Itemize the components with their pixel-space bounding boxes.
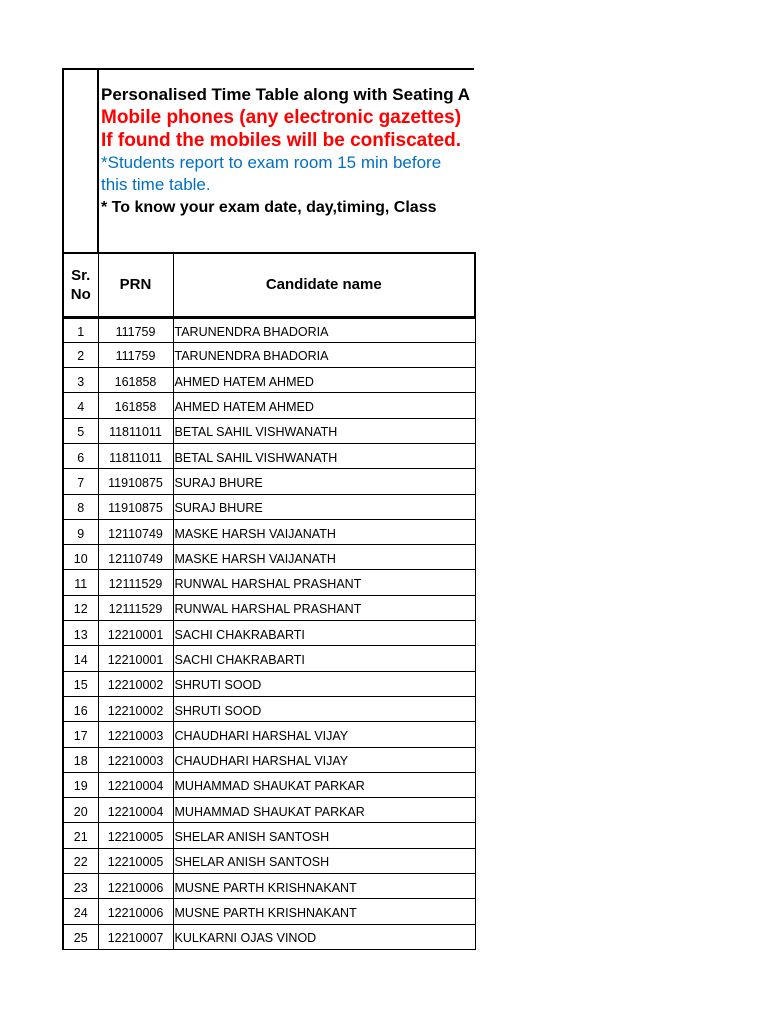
cell-prn: 111759 [98,342,173,367]
cell-candidate-name: CHAUDHARI HARSHAL VIJAY [173,747,475,772]
cell-prn: 11910875 [98,494,173,519]
cell-candidate-name: MUSNE PARTH KRISHNAKANT [173,874,475,899]
cell-prn: 12210006 [98,874,173,899]
page-title: Personalised Time Table along with Seating A [101,85,471,104]
cell-sr-no: 15 [63,671,98,696]
table-row [63,671,475,696]
cell-candidate-name: AHMED HATEM AHMED [173,393,475,418]
table-body [63,317,475,949]
cell-prn: 12210004 [98,798,173,823]
column-header-prn: PRN [98,253,173,317]
cell-sr-no: 18 [63,747,98,772]
cell-prn: 12210001 [98,646,173,671]
cell-sr-no: 1 [63,317,98,342]
cell-candidate-name: SHELAR ANISH SANTOSH [173,848,475,873]
cell-candidate-name: SURAJ BHURE [173,469,475,494]
cell-candidate-name: RUNWAL HARSHAL PRASHANT [173,595,475,620]
candidate-table [62,252,476,950]
table-row [63,696,475,721]
cell-sr-no: 21 [63,823,98,848]
cell-prn: 12210002 [98,696,173,721]
header-left-cell [64,70,99,254]
report-note-line1: *Students report to exam room 15 min before [101,153,442,172]
cell-candidate-name: MASKE HARSH VAIJANATH [173,545,475,570]
cell-candidate-name: SHELAR ANISH SANTOSH [173,823,475,848]
table-row [63,874,475,899]
cell-candidate-name: BETAL SAHIL VISHWANATH [173,443,475,468]
table-row [63,924,475,949]
cell-candidate-name: SACHI CHAKRABARTI [173,621,475,646]
table-row [63,798,475,823]
table-row [63,722,475,747]
cell-sr-no: 22 [63,848,98,873]
table-row [63,494,475,519]
table-row [63,772,475,797]
cell-prn: 12210001 [98,621,173,646]
cell-sr-no: 17 [63,722,98,747]
cell-candidate-name: SHRUTI SOOD [173,696,475,721]
table-row [63,317,475,342]
cell-candidate-name: MUSNE PARTH KRISHNAKANT [173,899,475,924]
cell-candidate-name: SURAJ BHURE [173,494,475,519]
table-row [63,519,475,544]
cell-candidate-name: BETAL SAHIL VISHWANATH [173,418,475,443]
table-row [63,342,475,367]
cell-sr-no: 5 [63,418,98,443]
cell-prn: 12210007 [98,924,173,949]
table-row [63,621,475,646]
cell-sr-no: 16 [63,696,98,721]
exam-info-note: * To know your exam date, day,timing, Class [101,199,437,216]
column-header-sr-no: Sr. No [63,253,98,317]
table-row [63,848,475,873]
table-row [63,368,475,393]
cell-prn: 161858 [98,393,173,418]
table-row [63,646,475,671]
cell-prn: 12111529 [98,570,173,595]
cell-prn: 12210003 [98,722,173,747]
cell-candidate-name: MASKE HARSH VAIJANATH [173,519,475,544]
cell-sr-no: 3 [63,368,98,393]
cell-candidate-name: MUHAMMAD SHAUKAT PARKAR [173,798,475,823]
table-row [63,899,475,924]
cell-prn: 12110749 [98,519,173,544]
cell-prn: 161858 [98,368,173,393]
cell-sr-no: 11 [63,570,98,595]
cell-prn: 11811011 [98,443,173,468]
table-row [63,469,475,494]
cell-sr-no: 13 [63,621,98,646]
table-header-row [63,253,475,317]
cell-candidate-name: RUNWAL HARSHAL PRASHANT [173,570,475,595]
cell-sr-no: 4 [63,393,98,418]
cell-prn: 11910875 [98,469,173,494]
cell-sr-no: 19 [63,772,98,797]
cell-prn: 12110749 [98,545,173,570]
table-row [63,393,475,418]
header-text [101,84,476,219]
cell-sr-no: 24 [63,899,98,924]
cell-candidate-name: TARUNENDRA BHADORIA [173,342,475,367]
cell-candidate-name: SACHI CHAKRABARTI [173,646,475,671]
mobile-warning: Mobile phones (any electronic gazettes) [101,107,462,128]
cell-prn: 11811011 [98,418,173,443]
cell-sr-no: 14 [63,646,98,671]
cell-candidate-name: CHAUDHARI HARSHAL VIJAY [173,722,475,747]
table-row [63,595,475,620]
cell-prn: 12210006 [98,899,173,924]
cell-prn: 12111529 [98,595,173,620]
table-row [63,418,475,443]
cell-candidate-name: AHMED HATEM AHMED [173,368,475,393]
header-block [62,68,474,254]
cell-sr-no: 6 [63,443,98,468]
cell-sr-no: 12 [63,595,98,620]
cell-sr-no: 9 [63,519,98,544]
cell-prn: 12210002 [98,671,173,696]
table-row [63,545,475,570]
table-row [63,570,475,595]
cell-prn: 111759 [98,317,173,342]
cell-sr-no: 20 [63,798,98,823]
report-note-line2: this time table. [101,175,211,194]
cell-candidate-name: TARUNENDRA BHADORIA [173,317,475,342]
cell-prn: 12210005 [98,848,173,873]
cell-candidate-name: KULKARNI OJAS VINOD [173,924,475,949]
cell-candidate-name: MUHAMMAD SHAUKAT PARKAR [173,772,475,797]
cell-candidate-name: SHRUTI SOOD [173,671,475,696]
table-row [63,823,475,848]
column-header-candidate-name: Candidate name [173,253,475,317]
cell-prn: 12210004 [98,772,173,797]
cell-sr-no: 23 [63,874,98,899]
cell-prn: 12210005 [98,823,173,848]
cell-sr-no: 7 [63,469,98,494]
table-row [63,443,475,468]
cell-prn: 12210003 [98,747,173,772]
cell-sr-no: 25 [63,924,98,949]
cell-sr-no: 2 [63,342,98,367]
table-row [63,747,475,772]
cell-sr-no: 10 [63,545,98,570]
confiscation-warning: If found the mobiles will be confiscated. [101,130,461,151]
cell-sr-no: 8 [63,494,98,519]
